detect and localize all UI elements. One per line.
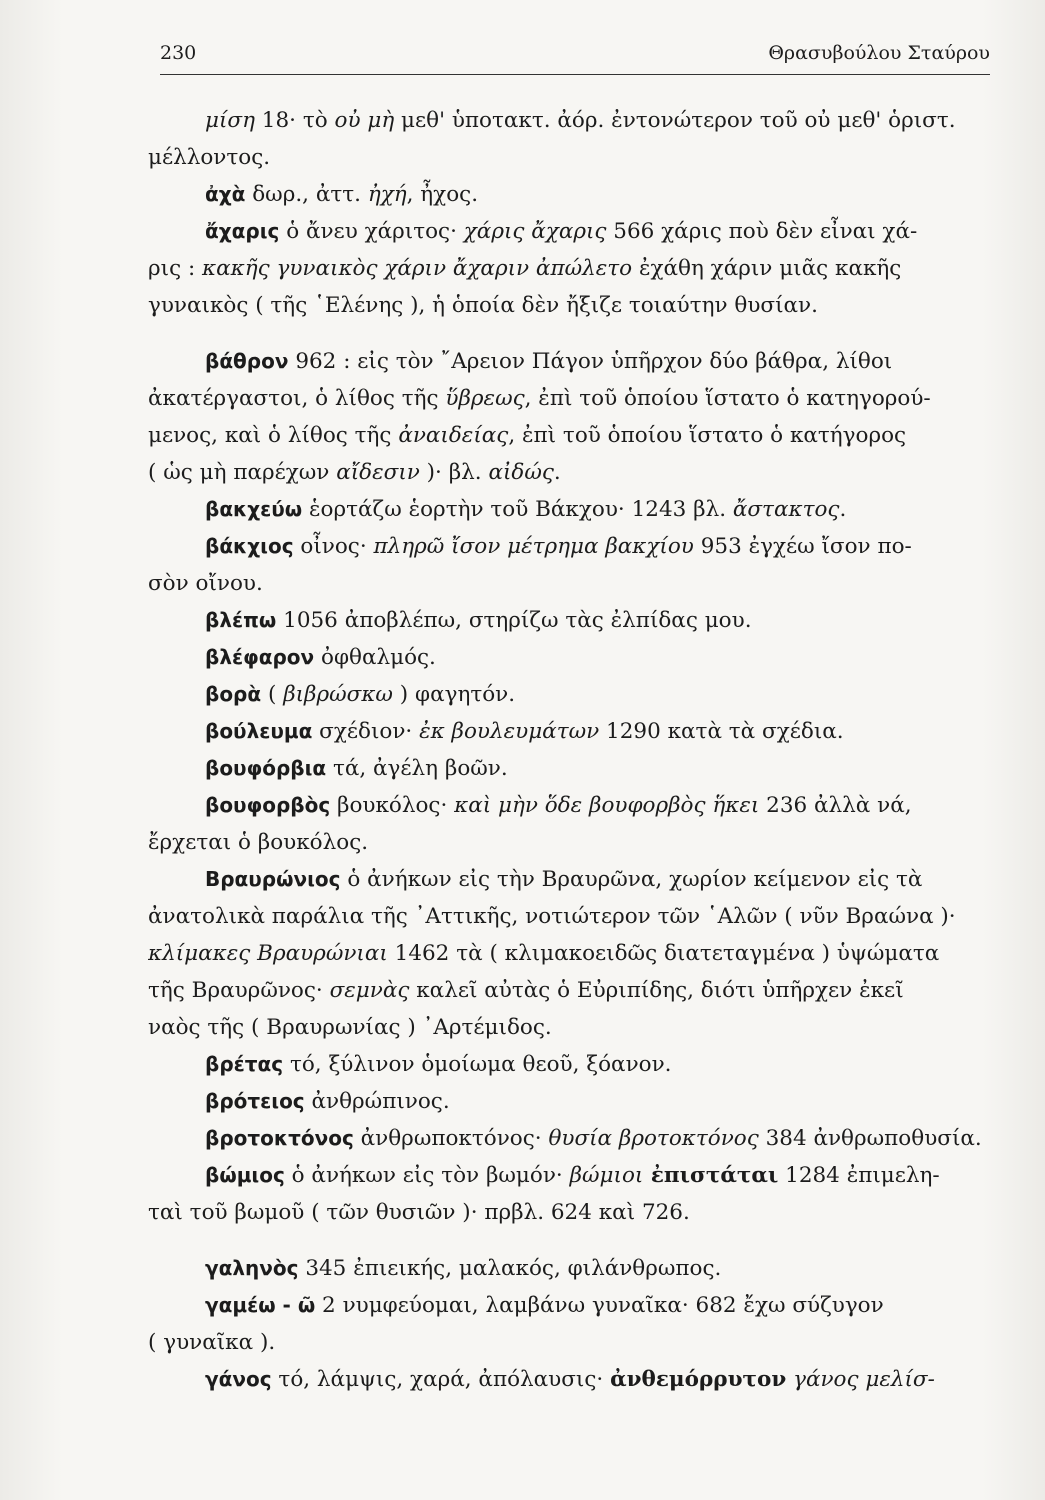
italic-text: καὶ μὴν ὅδε βουφορβὸς ἥκει — [454, 793, 760, 818]
entry-line — [205, 1361, 995, 1398]
continuation-line — [148, 824, 995, 861]
italic-text: κλίμακες Βραυρώνιαι — [148, 941, 388, 966]
continuation-line — [148, 287, 995, 324]
text-run: ἀκατέργαστοι, ὁ λίθος τῆς — [148, 386, 446, 411]
text-run: ἑορτάζω ἑορτὴν τοῦ Βάκχου· 1243 βλ. — [302, 497, 733, 522]
text-run: δωρ., ἀττ. — [245, 182, 368, 207]
italic-text: ὕβρεως — [445, 386, 525, 411]
entry-headword: ἀχὰ — [205, 182, 246, 206]
entry-line — [205, 1250, 995, 1287]
italic-text: ἐκ βουλευμάτων — [419, 719, 600, 744]
italic-text: πληρῶ ἴσον μέτρημα βακχίου — [373, 534, 694, 559]
text-run: οἶνος· — [293, 534, 374, 559]
italic-text: γάνος μελίσ- — [786, 1367, 935, 1392]
text-run: μεθ' ὑποτακτ. ἀόρ. ἐντονώτερον τοῦ οὐ μεθ' ὁριστ. — [394, 108, 956, 133]
entry-headword: βουφόρβια — [205, 756, 327, 780]
entry-line — [205, 102, 995, 139]
text-run: σὸν οἴνου. — [148, 571, 263, 596]
continuation-line — [148, 972, 995, 1009]
text-run: ( ὡς μὴ παρέχων — [148, 460, 337, 485]
italic-text: θυσία βροτοκτόνος — [548, 1126, 759, 1151]
text-run: ( γυναῖκα ). — [148, 1330, 276, 1355]
entry-headword: βορὰ — [205, 682, 262, 706]
text-run: ὁ ἀνήκων εἰς τὸν βωμόν· — [284, 1163, 570, 1188]
running-title: Θρασυβούλου Σταύρου — [768, 42, 990, 64]
entry-line — [205, 343, 995, 380]
text-run: 18· τὸ — [254, 108, 335, 133]
text-run: ) φαγητόν. — [392, 682, 516, 707]
text-run: ( — [261, 682, 284, 707]
italic-text: αἰδώς — [488, 460, 554, 485]
continuation-line — [148, 380, 995, 417]
text-run: ὀφθαλμός. — [314, 645, 436, 670]
entry-line — [205, 528, 995, 565]
entry-line — [205, 750, 995, 787]
text-run: 1290 κατὰ τὰ σχέδια. — [599, 719, 844, 744]
entry-line — [205, 1083, 995, 1120]
entry-headword: γαμέω - ῶ — [205, 1293, 316, 1317]
entry-line — [205, 1287, 995, 1324]
entry-headword: Βραυρώνιος — [205, 867, 341, 891]
text-run: . — [839, 497, 847, 522]
entry-line — [205, 676, 995, 713]
text-run: 1284 ἐπιμελη- — [778, 1163, 940, 1188]
text-run: ἔρχεται ὁ βουκόλος. — [148, 830, 369, 855]
text-run: ἐχάθη χάριν μιᾶς κακῆς — [632, 256, 902, 281]
entry-headword: βλέφαρον — [205, 645, 315, 669]
text-run: τά, ἀγέλη βοῶν. — [326, 756, 508, 781]
italic-text: ἀναιδείας — [398, 423, 509, 448]
italic-text: βιβρώσκω — [283, 682, 393, 707]
entry-headword: βάθρον — [205, 349, 289, 373]
text-run: ὁ ἀνήκων εἰς τὴν Βραυρῶνα, χωρίον κείμενον εἰς τὰ — [340, 867, 923, 892]
text-run: ὁ ἄνευ χάριτος· — [279, 219, 464, 244]
continuation-line — [148, 1009, 995, 1046]
entry-line — [205, 1120, 995, 1157]
text-run: 1056 ἀποβλέπω, στηρίζω τὰς ἐλπίδας μου. — [276, 608, 752, 633]
text-run: μέλλοντος. — [148, 145, 271, 170]
entry-line — [205, 1046, 995, 1083]
text-run: βουκόλος· — [330, 793, 455, 818]
bold-text: ἀνθεμόρρυτον — [610, 1367, 787, 1392]
text-run: τῆς Βραυρῶνος· — [148, 978, 330, 1003]
text-run: καλεῖ αὐτὰς ὁ Εὐριπίδης, διότι ὑπῆρχεν ἐκεῖ — [409, 978, 904, 1003]
entry-line — [205, 602, 995, 639]
italic-text: σεμνὰς — [329, 978, 410, 1003]
entry-line — [205, 713, 995, 750]
entry-headword: ἄχαρις — [205, 219, 280, 243]
text-run: 1462 τὰ ( κλιμακοειδῶς διατεταγμένα ) ὑψώματα — [387, 941, 940, 966]
entry-headword: βούλευμα — [205, 719, 313, 743]
italic-text: χάρις ἄχαρις — [463, 219, 607, 244]
continuation-line — [148, 139, 995, 176]
text-run: 236 ἀλλὰ νά, — [759, 793, 912, 818]
paragraph-gap — [205, 1231, 995, 1250]
entry-line — [205, 787, 995, 824]
text-run: , ἐπὶ τοῦ ὁποίου ἵστατο ὁ κατηγορού- — [524, 386, 931, 411]
text-run: )· βλ. — [419, 460, 489, 485]
entry-headword: γαληνὸς — [205, 1256, 299, 1280]
text-run: 962 : εἰς τὸν ῎Αρειον Πάγον ὑπῆρχον δύο βάθρα, λίθοι — [288, 349, 893, 374]
italic-text: οὐ μὴ — [334, 108, 395, 133]
text-run: 345 ἐπιεικής, μαλακός, φιλάνθρωπος. — [298, 1256, 722, 1281]
continuation-line — [148, 454, 995, 491]
continuation-line — [148, 565, 995, 602]
text-run: 566 χάρις ποὺ δὲν εἶναι χά- — [606, 219, 918, 244]
italic-text: μίση — [205, 108, 255, 133]
text-run: . — [553, 460, 561, 485]
continuation-line — [148, 417, 995, 454]
text-run: ἀνθρώπινος. — [304, 1089, 450, 1114]
entry-line — [205, 861, 995, 898]
text-run: 2 νυμφεύομαι, λαμβάνω γυναῖκα· 682 ἔχω σύζυγον — [315, 1293, 884, 1318]
italic-text: βώμιοι — [569, 1163, 644, 1188]
entry-line — [205, 176, 995, 213]
italic-text: κακῆς γυναικὸς χάριν ἄχαριν ἀπώλετο — [202, 256, 633, 281]
text-run: ταὶ τοῦ βωμοῦ ( τῶν θυσιῶν )· πρβλ. 624 καὶ 726. — [148, 1200, 690, 1225]
entry-headword: βλέπω — [205, 608, 277, 632]
entry-headword: βάκχιος — [205, 534, 294, 558]
continuation-line — [148, 1194, 995, 1231]
italic-text: ἠχή — [367, 182, 407, 207]
entry-headword: βώμιος — [205, 1163, 285, 1187]
text-run: γυναικὸς ( τῆς ῾Ελένης ), ἡ ὁποία δὲν ἤξιζε τοιαύτην θυσίαν. — [148, 293, 818, 318]
text-run: τό, ξύλινον ὁμοίωμα θεοῦ, ξόανον. — [283, 1052, 672, 1077]
bold-text: ἐπιστάται — [643, 1163, 779, 1188]
running-head — [160, 40, 990, 75]
paragraph-gap — [205, 324, 995, 343]
entry-headword: βροτοκτόνος — [205, 1126, 354, 1150]
continuation-line — [148, 935, 995, 972]
glossary-text — [148, 102, 995, 1398]
page-number: 230 — [160, 42, 197, 64]
continuation-line — [148, 1324, 995, 1361]
entry-headword: γάνος — [205, 1367, 272, 1391]
text-run: ναὸς τῆς ( Βραυρωνίας ) ᾽Αρτέμιδος. — [148, 1015, 552, 1040]
text-run: 384 ἀνθρωποθυσία. — [758, 1126, 982, 1151]
entry-line — [205, 491, 995, 528]
text-run: , ἐπὶ τοῦ ὁποίου ἵστατο ὁ κατήγορος — [508, 423, 907, 448]
entry-line — [205, 639, 995, 676]
entry-headword: βρότειος — [205, 1089, 305, 1113]
text-run: τό, λάμψις, χαρά, ἀπόλαυσις· — [271, 1367, 611, 1392]
text-run: μενος, καὶ ὁ λίθος τῆς — [148, 423, 399, 448]
continuation-line — [148, 898, 995, 935]
text-run: ἀνατολικὰ παράλια τῆς ᾽Αττικῆς, νοτιώτερον τῶν ῾Αλῶν ( νῦν Βραώνα )· — [148, 904, 956, 929]
text-run: ἀνθρωποκτόνος· — [353, 1126, 549, 1151]
entry-headword: βακχεύω — [205, 497, 303, 521]
italic-text: αἴδεσιν — [336, 460, 420, 485]
text-run: 953 ἐγχέω ἴσον πο- — [693, 534, 912, 559]
entry-headword: βρέτας — [205, 1052, 284, 1076]
text-run: ρις : — [148, 256, 203, 281]
entry-line — [205, 213, 995, 250]
text-run: σχέδιον· — [312, 719, 420, 744]
entry-headword: βουφορβὸς — [205, 793, 331, 817]
italic-text: ἄστακτος — [732, 497, 840, 522]
text-run: , ἦχος. — [406, 182, 479, 207]
entry-line — [205, 1157, 995, 1194]
continuation-line — [148, 250, 995, 287]
